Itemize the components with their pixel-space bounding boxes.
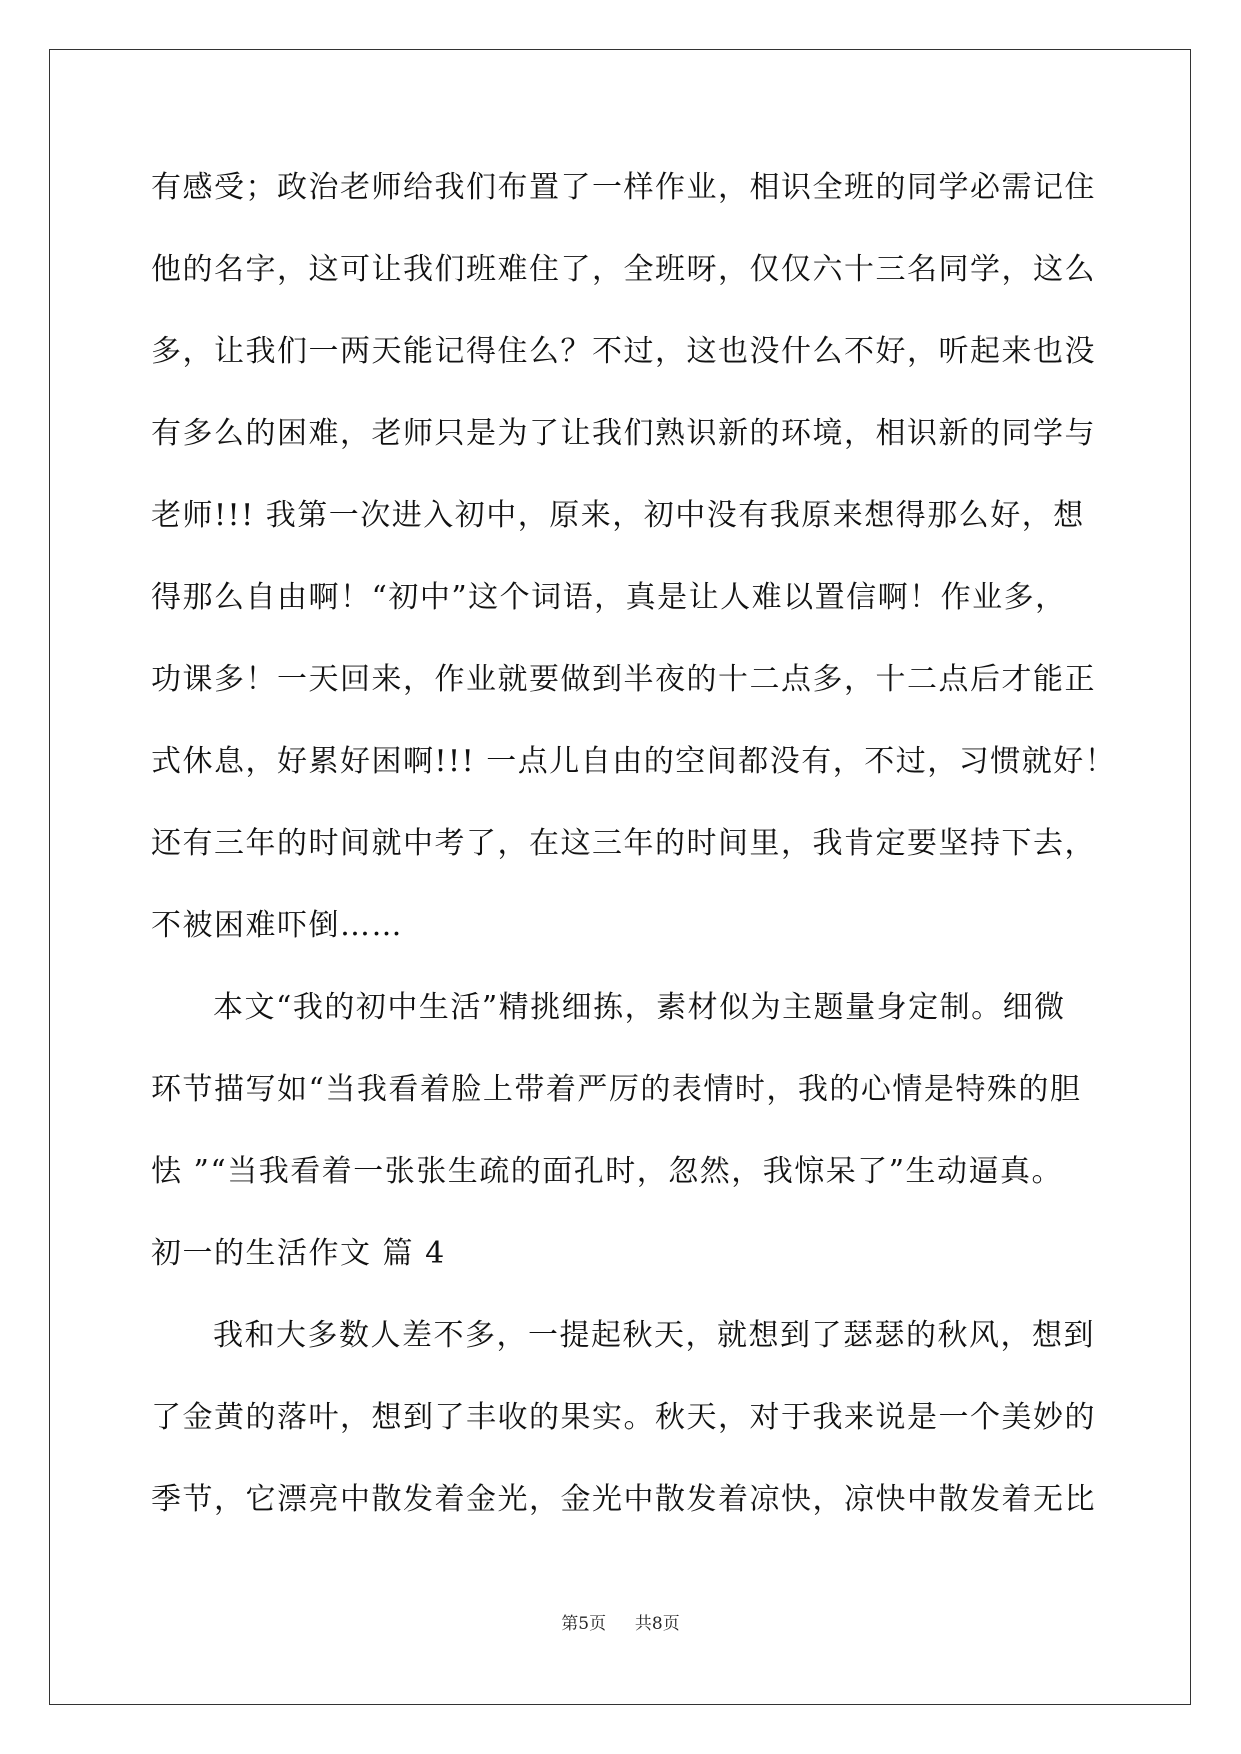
page-footer bbox=[0, 1612, 1241, 1636]
text-line: 不被困难吓倒…… bbox=[151, 908, 403, 943]
page-total: 共8页 bbox=[634, 1614, 680, 1634]
text-line: 环节描写如“当我看着脸上带着严厉的表情时，我的心情是特殊的胆 bbox=[151, 1072, 1082, 1107]
paragraph-start-line: 本文“我的初中生活”精挑细拣，素材似为主题量身定制。细微 bbox=[213, 990, 1066, 1025]
text-line: 有感受；政治老师给我们布置了一样作业，相识全班的同学必需记住 bbox=[151, 170, 1096, 205]
text-line: 得那么自由啊！“初中”这个词语，真是让人难以置信啊！作业多， bbox=[151, 580, 1067, 615]
text-line: 有多么的困难，老师只是为了让我们熟识新的环境，相识新的同学与 bbox=[151, 416, 1096, 451]
text-line: 式休息，好累好困啊!!! 一点儿自由的空间都没有，不过，习惯就好！ bbox=[151, 744, 1117, 779]
text-line: 老师!!! 我第一次进入初中，原来，初中没有我原来想得那么好，想 bbox=[151, 498, 1085, 533]
text-line: 怯 ”“当我看着一张张生疏的面孔时，忽然，我惊呆了”生动逼真。 bbox=[151, 1154, 1064, 1189]
text-line: 了金黄的落叶，想到了丰收的果实。秋天，对于我来说是一个美妙的 bbox=[151, 1400, 1096, 1435]
text-line: 他的名字，这可让我们班难住了，全班呀，仅仅六十三名同学，这么 bbox=[151, 252, 1096, 287]
text-line: 多，让我们一两天能记得住么？不过，这也没什么不好，听起来也没 bbox=[151, 334, 1096, 369]
section-heading: 初一的生活作文 篇 4 bbox=[151, 1236, 446, 1271]
page-number: 第5页 bbox=[561, 1614, 607, 1634]
document-body bbox=[151, 158, 1117, 1552]
text-line: 功课多！一天回来，作业就要做到半夜的十二点多，十二点后才能正 bbox=[151, 662, 1096, 697]
text-line: 还有三年的时间就中考了，在这三年的时间里，我肯定要坚持下去， bbox=[151, 826, 1096, 861]
paragraph-start-line: 我和大多数人差不多，一提起秋天，就想到了瑟瑟的秋风，想到 bbox=[213, 1318, 1095, 1353]
text-line: 季节，它漂亮中散发着金光，金光中散发着凉快，凉快中散发着无比 bbox=[151, 1482, 1096, 1517]
